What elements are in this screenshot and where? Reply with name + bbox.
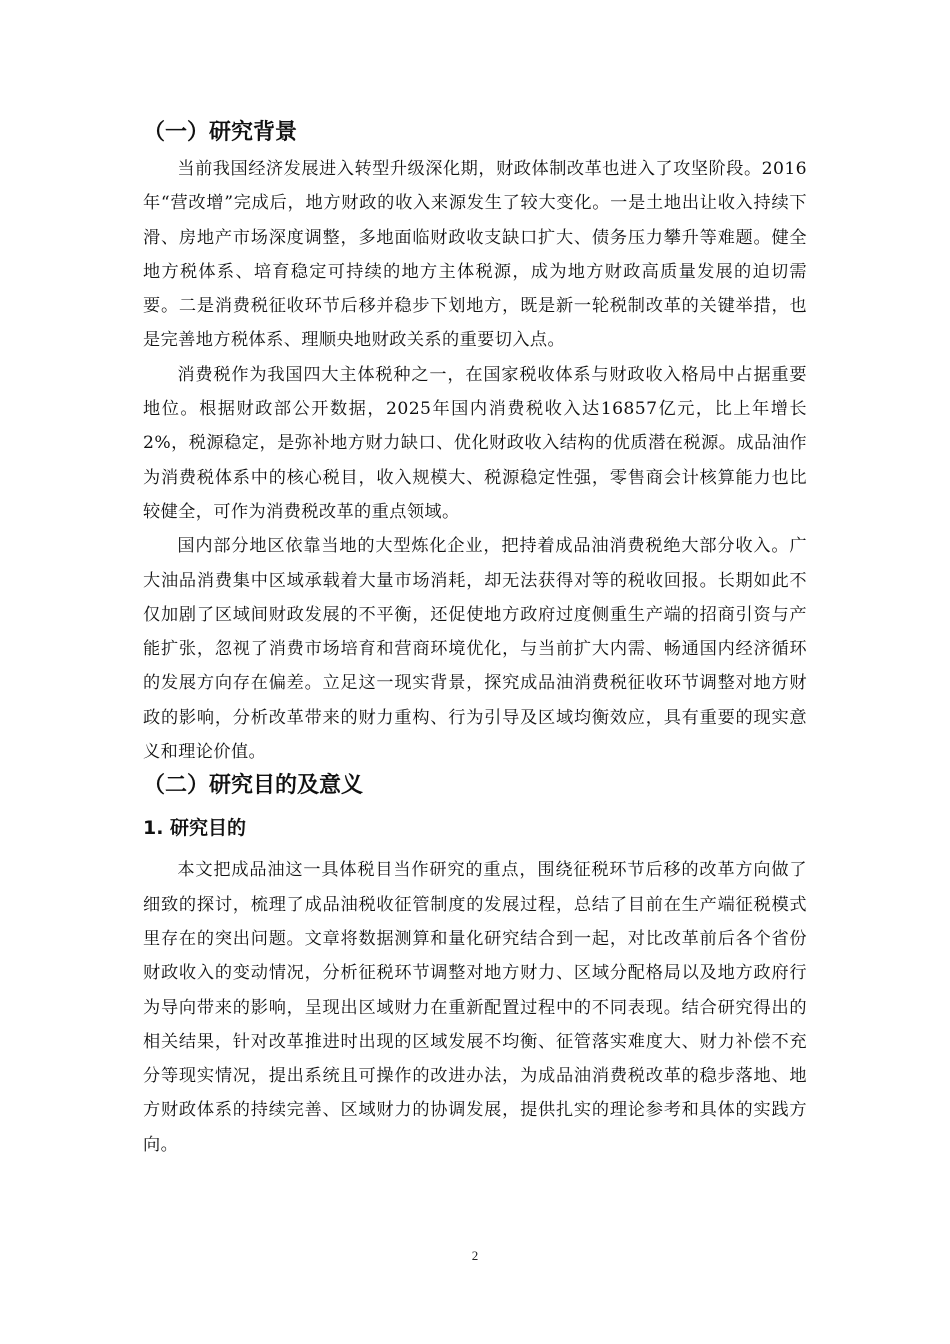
- paragraph-background-3: 国内部分地区依靠当地的大型炼化企业，把持着成品油消费税绝大部分收入。广大油品消费集中区域承载着大量市场消耗，却无法获得对等的税收回报。长期如此不仅加剧了区域间财政发展的不平衡，还促使地方政府过度侧重生产端的招商引资与产能扩张，忽视了消费市场培育和营商环境优化，与当前扩大内需、畅通国内经济循环的发展方向存在偏差。立足这一现实背景，探究成品油消费税征收环节调整对地方财政的影响，分析改革带来的财力重构、行为引导及区域均衡效应，具有重要的现实意义和理论价值。: [143, 536, 807, 763]
- page-number: 2: [471, 1248, 479, 1263]
- section-heading-background: （一）研究背景: [143, 120, 298, 145]
- paragraph-research-purpose: 本文把成品油这一具体税目当作研究的重点，围绕征税环节后移的改革方向做了细致的探讨，梳理了成品油税收征管制度的发展过程，总结了目前在生产端征税模式里存在的突出问题。文章将数据测算和量化研究结合到一起，对比改革前后各个省份财政收入的变动情况，分析征税环节调整对地方财力、区域分配格局以及地方政府行为导向带来的影响，呈现出区域财力在重新配置过程中的不同表现。结合研究得出的相关结果，针对改革推进时出现的区域发展不均衡、征管落实难度大、财力补偿不充分等现实情况，提出系统且可操作的改进办法，为成品油消费税改革的稳步落地、地方财政体系的持续完善、区域财力的协调发展，提供扎实的理论参考和具体的实践方向。: [143, 860, 807, 1155]
- paragraph-background-2: 消费税作为我国四大主体税种之一，在国家税收体系与财政收入格局中占据重要地位。根据财政部公开数据，2025年国内消费税收入达16857亿元，比上年增长2%，税源稳定，是弥补地方财力缺口、优化财政收入结构的优质潜在税源。成品油作为消费税体系中的核心税目，收入规模大、税源稳定性强，零售商会计核算能力也比较健全，可作为消费税改革的重点领域。: [143, 364, 807, 522]
- page-content: [143, 116, 807, 1162]
- subsection-heading-research-purpose: 1. 研究目的: [143, 817, 247, 840]
- paragraph-background-1: 当前我国经济发展进入转型升级深化期，财政体制改革也进入了攻坚阶段。2016年“营改增”完成后，地方财政的收入来源发生了较大变化。一是土地出让收入持续下滑、房地产市场深度调整，多地面临财政收支缺口扩大、债务压力攀升等难题。健全地方税体系、培育稳定可持续的地方主体税源，成为地方财政高质量发展的迫切需要。二是消费税征收环节后移并稳步下划地方，既是新一轮税制改革的关键举措，也是完善地方税体系、理顺央地财政关系的重要切入点。: [143, 159, 807, 351]
- section-heading-purpose-significance: （二）研究目的及意义: [143, 773, 364, 799]
